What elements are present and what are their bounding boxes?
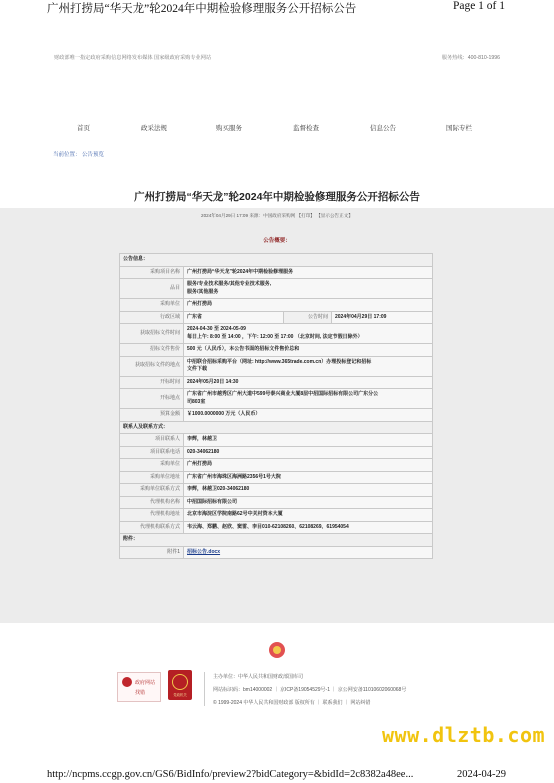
label-pubtime: 公告时间 [284, 311, 332, 324]
label-contact: 项目联系人 [120, 434, 184, 447]
site-topbar [0, 45, 554, 69]
label-agency-contact: 代理机构联系方式 [120, 521, 184, 534]
label-purchaser: 采购单位 [120, 299, 184, 312]
watermark-text: www.dlztb.com [382, 723, 546, 747]
gov-site-error-logo[interactable] [117, 672, 161, 702]
print-footer-url: http://ncpms.ccgp.gov.cn/GS6/BidInfo/preview2?bidCategory=&bidId=2c8382a48ee... [47, 769, 414, 780]
footer-divider [204, 672, 205, 706]
value-buyer-address: 广东省广州市海珠区海洲路2356号1号大院 [184, 471, 433, 484]
label-buyer-contact: 采购单位联系方式 [120, 484, 184, 497]
footer-line-sponsor: 主办单位：中华人民共和国财政部国库司 [213, 674, 304, 680]
value-doc-place [184, 356, 433, 376]
page-title: 广州打捞局“华天龙”轮2024年中期检验修理服务公开招标公告 [134, 191, 420, 203]
table-row [120, 356, 433, 376]
table-row [120, 459, 433, 472]
value-contact: 李辉，林越卫 [184, 434, 433, 447]
value-doc-time [184, 324, 433, 344]
attachment-cell [184, 546, 433, 559]
label-open-place: 开标地点 [120, 389, 184, 409]
print-header-page: Page 1 of 1 [452, 0, 505, 12]
value-agency-contact: 韦云海、郑鹏、赵欣、窦雷、李目010-62108260、62108269、61954054 [184, 521, 433, 534]
print-header [0, 0, 554, 16]
doc-place-line-2: 文件下载 [187, 366, 208, 372]
footer-line-copyright: © 1999-2024 中华人民共和国财政部 版权所有 ｜ 联系我们 ｜ 网站纠错 [213, 700, 371, 706]
nav-item-services[interactable]: 购买服务 [216, 125, 242, 132]
label-region: 行政区域 [120, 311, 184, 324]
section-header-contacts: 联系人及联系方式： [120, 421, 433, 434]
section-header-notice: 公告信息： [120, 254, 433, 267]
topbar-slogan: 财政部唯一指定政府采购信息网络发布媒体 国家级政府采购专业网站 [54, 55, 212, 61]
table-row [120, 496, 433, 509]
print-footer-date: 2024-04-29 [457, 769, 506, 780]
value-open-time: 2024年05月20日 14:30 [184, 376, 433, 389]
value-phone: 020-34062180 [184, 446, 433, 459]
label-attachment: 附件1 [120, 546, 184, 559]
doc-place-line-1: 中招联合招标采购平台（网址: http://www.365trade.com.cn）办理投标登记和招标 [187, 358, 372, 365]
value-purchaser: 广州打捞局 [184, 299, 433, 312]
table-row [120, 446, 433, 459]
table-row [120, 421, 433, 434]
footer-line-ids: 网站标识码：bm14000002 ｜ 京ICP备19054529号-1 ｜ 京公网安备11010602060068号 [213, 687, 407, 693]
article-meta: 2024年04月29日 17:09 来源：中国政府采购网 【打印】 【显示公告正文】 [201, 213, 353, 218]
table-row [120, 409, 433, 422]
section-header-attachments: 附件： [120, 534, 433, 547]
open-place-line-2: 司803室 [187, 398, 206, 405]
table-row [120, 471, 433, 484]
value-budget: ￥1000.0000000 万元（人民币） [184, 409, 433, 422]
category-line-2: 服务/其他服务 [187, 288, 219, 295]
label-buyer: 采购单位 [120, 459, 184, 472]
category-line-1: 服务/专业技术服务/其他专业技术服务, [187, 281, 272, 287]
value-pubtime: 2024年04月29日 17:09 [332, 311, 433, 324]
value-open-place [184, 389, 433, 409]
value-region: 广东省 [184, 311, 284, 324]
emblem-icon [265, 640, 289, 660]
topbar-hotline: 服务热线：400-810-1996 [441, 55, 500, 61]
main-nav [0, 117, 554, 137]
label-agency: 代理机构名称 [120, 496, 184, 509]
doc-time-line-2: 每日上午: 8:00 至 14:00 ，下午: 12:00 至 17:00 （北京时间, 法定节假日除外） [187, 333, 363, 340]
nav-item-notices[interactable]: 信息公告 [370, 125, 396, 132]
attachment-link[interactable]: 招标公告.docx [187, 548, 221, 555]
print-footer [0, 767, 554, 783]
table-row [120, 521, 433, 534]
table-row [120, 484, 433, 497]
notice-summary-table [119, 253, 433, 559]
label-doc-place: 获取招标文件的地点 [120, 356, 184, 376]
nav-item-regulations[interactable]: 政采法规 [141, 125, 167, 132]
print-header-title: 广州打捞局“华天龙”轮2024年中期检验修理服务公开招标公告 [47, 3, 357, 15]
table-row [120, 389, 433, 409]
logo1-line2: 找错 [135, 690, 146, 696]
table-row [120, 299, 433, 312]
nav-item-supervision[interactable]: 监督检查 [293, 125, 319, 132]
open-place-line-1: 广东省广州市越秀区广州大道中599号泰兴商业大厦8层中招国际招标有限公司广东分公 [187, 391, 379, 397]
label-open-time: 开标时间 [120, 376, 184, 389]
table-row [120, 509, 433, 522]
summary-heading: 公告概要： [263, 238, 291, 244]
doc-time-line-1: 2024-04-30 至 2024-05-09 [187, 326, 246, 332]
table-row [120, 324, 433, 344]
label-doc-time: 获取招标文件时间 [120, 324, 184, 344]
label-phone: 项目联系电话 [120, 446, 184, 459]
value-buyer-contact: 李辉，林越卫020-34062180 [184, 484, 433, 497]
table-row [120, 376, 433, 389]
value-project-name: 广州打捞局“华天龙”轮2024年中期检验修理服务 [184, 266, 433, 279]
logo2-text: 党政机关 [173, 693, 187, 697]
breadcrumb[interactable]: 当前位置： 公告预览 [53, 152, 105, 158]
party-gov-logo[interactable] [168, 670, 192, 700]
table-row [120, 344, 433, 357]
table-row [120, 279, 433, 299]
logo1-line1: 政府网站 [135, 680, 156, 686]
table-row [120, 311, 433, 324]
label-budget: 预算金额 [120, 409, 184, 422]
table-row [120, 546, 433, 559]
nav-item-international[interactable]: 国际专栏 [446, 125, 472, 132]
label-project-name: 采购项目名称 [120, 266, 184, 279]
value-agency: 中招国际招标有限公司 [184, 496, 433, 509]
value-agency-address: 北京市海淀区学院南路62号中关村资本大厦 [184, 509, 433, 522]
label-buyer-address: 采购单位地址 [120, 471, 184, 484]
label-category: 品目 [120, 279, 184, 299]
red-dot-icon [122, 677, 132, 687]
value-doc-price: 500 元（人民币），本公告书面的招标文件售价总和 [184, 344, 433, 357]
value-buyer: 广州打捞局 [184, 459, 433, 472]
nav-item-home[interactable]: 首页 [77, 125, 90, 132]
table-row [120, 434, 433, 447]
label-doc-price: 招标文件售价 [120, 344, 184, 357]
emblem-ring-icon [172, 674, 188, 690]
label-agency-address: 代理机构地址 [120, 509, 184, 522]
table-row [120, 254, 433, 267]
value-category [184, 279, 433, 299]
table-row [120, 534, 433, 547]
table-row [120, 266, 433, 279]
